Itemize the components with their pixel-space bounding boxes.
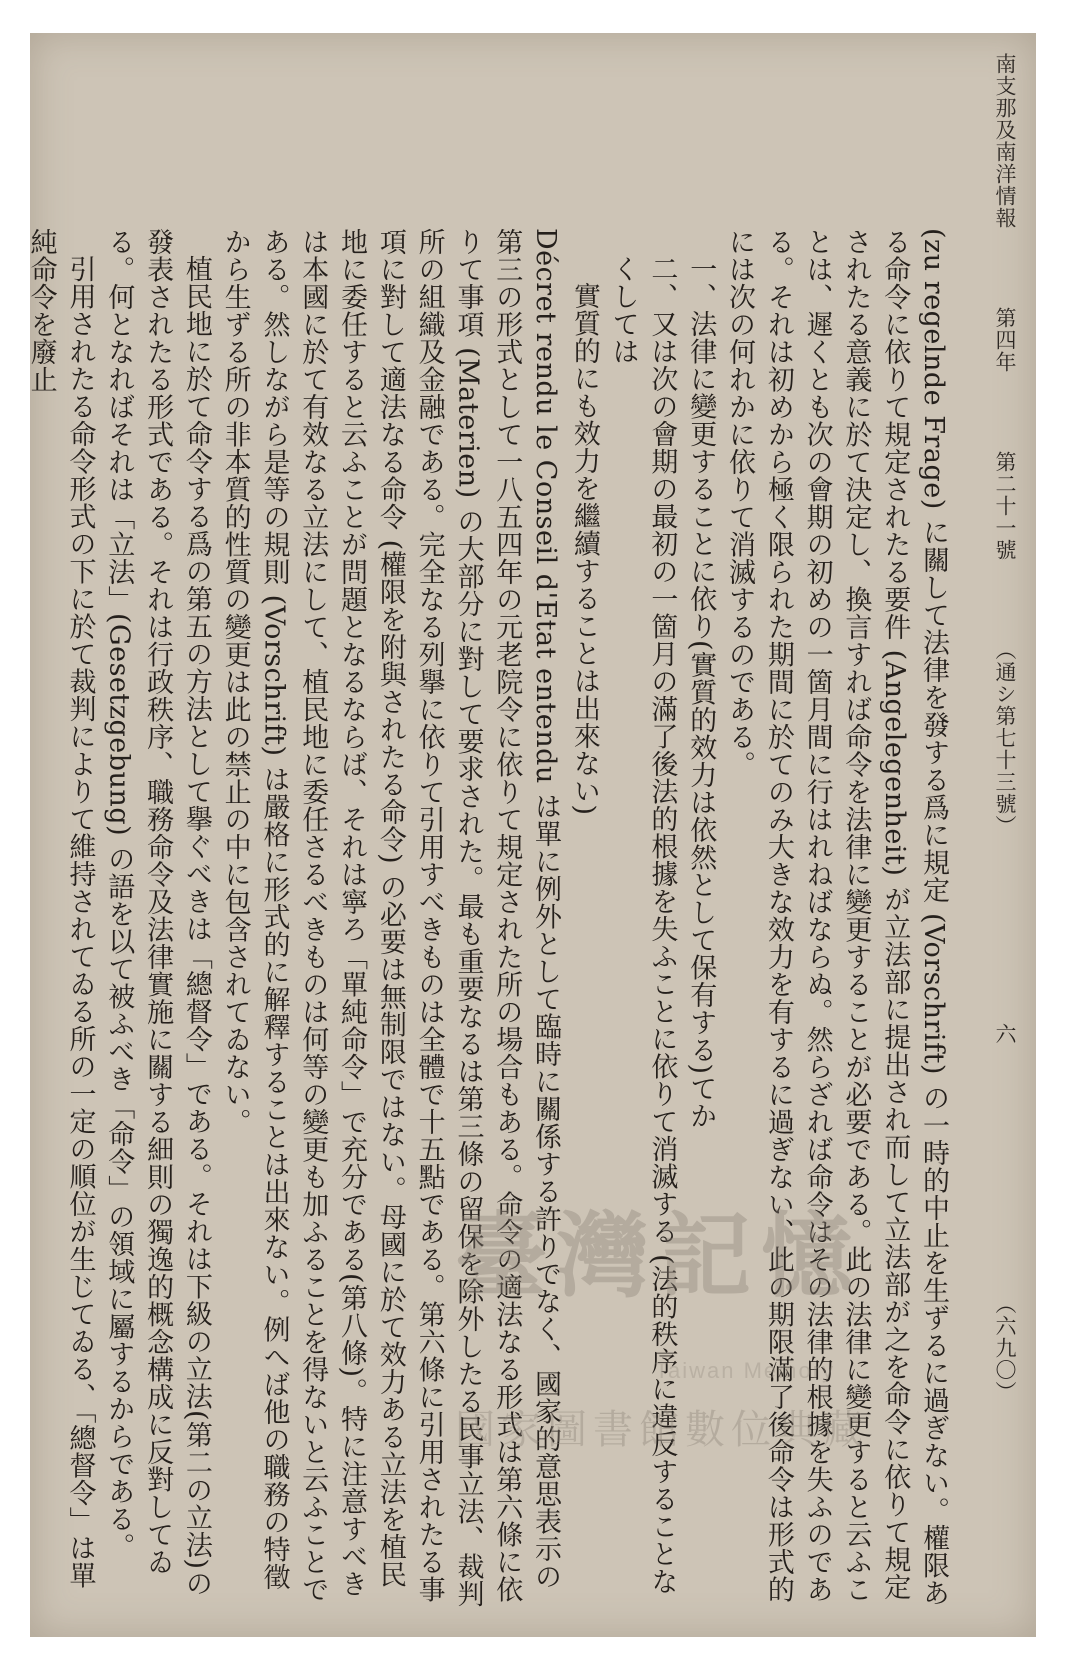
watermark-chinese: 臺灣記憶 (455, 1202, 864, 1310)
page-folio: 六 (993, 1023, 1017, 1045)
cumulative-issue-label: （通シ第七十三號） (993, 639, 1017, 837)
journal-title: 南支那及南洋情報 (993, 53, 1017, 229)
vertical-text-body (25, 228, 952, 1613)
watermark-subtitle: 國家圖書館數位典藏 (455, 1407, 869, 1453)
running-header (980, 53, 1020, 837)
watermark-english: Taiwan Memory (655, 1358, 836, 1383)
volume-label: 第四年 (993, 307, 1017, 373)
paragraph-2: Décret rendu le Conseil d'Etat entendu は單に例外として臨時に關係する許りでなく、國家的意思表示の第三の形式として一八五四年の元老院令に依りて規定された所の場合もある。命令の適法なる形式は第六條に依りて事項 (Materien) の大部分に對して要求された。最も重要なるは第三條の留保を除外したる民事立法、裁判所の組織及金融である。完全なる列擧に依りて引用すべきものは全體で十五點である。第六條に引用されたる事項に對して適法なる命令 (權限を附與されたる命令) の必要は無制限ではない。母國に於て效力ある立法を植民地に委任すると云ふことが問題となるならば、それは寧ろ「單純命令」で充分である(第八條)。特に注意すべきは本國に於て有效なる立法にして、植民地に委任さるべきものは何等の變更も加ふることを得ないと云ふことである。然しながら是等の規則 (Vorschrift) は嚴格に形式的に解釋することは出來ない。例へば他の職務の特徵から生ずる所の非本質的性質の變更は此の禁止の中に包含されてゐない。 (219, 228, 562, 1608)
list-item-2: 二、又は次の會期の最初の一箇月の滿了後法的根據を失ふことに依りて消滅する (法的秩序に違反することなくしては (607, 255, 678, 1596)
paragraph-3: 植民地に於て命令する爲の第五の方法として擧ぐべきは「總督令」である。それは下級の立法(第二の立法)の發表されたる形式である。それは行政秩序、職務命令及法律實施に關する細則の獨逸的概念構成に反對してゐる。何となればそれは「立法」(Gesetzgebung) の語を以て被ふべき「命令」の領域に屬するからである。 (103, 228, 212, 1598)
paragraph-1: (zu regelnde Frage) に關して法律を發する爲に規定 (Vorschrift) の一時的中止を生ずるに過ぎない。權限ある命令に依りて規定されたる要件 (Angelegenheit) が立法部に提出され而して立法部が之を命令に依りて規定されたる意義に於て決定し、換言すれば命令を法律に變更することが必要である。此の法律に變更すると云ふことは、遲くとも次の會期の初めの一箇月間に行はれねばならぬ。然らざれば命令はその法律的根據を失ふのである。それは初めから極く限られた期間に於てのみ大きな效力を有するに過ぎない、此の期限滿了後命令は形式的には次の何れかに依りて消滅するのである。 (724, 228, 949, 1607)
book-page (25, 33, 1036, 1637)
list-item-1: 一、法律に變更することに依り(實質的效力は依然として保有する)てか (685, 255, 717, 1130)
list-item-2-continuation: 實質的にも效力を繼續することは出來ない) (568, 282, 600, 816)
issue-label: 第二十一號 (993, 451, 1017, 561)
page-number: （六九〇） (993, 1293, 1017, 1403)
paragraph-4: 引用されたる命令形式の下に於て裁判によりて維持されてゐる所の一定の順位が生じてゐる、「總督令」は單純命令を廢止 (25, 228, 96, 1589)
